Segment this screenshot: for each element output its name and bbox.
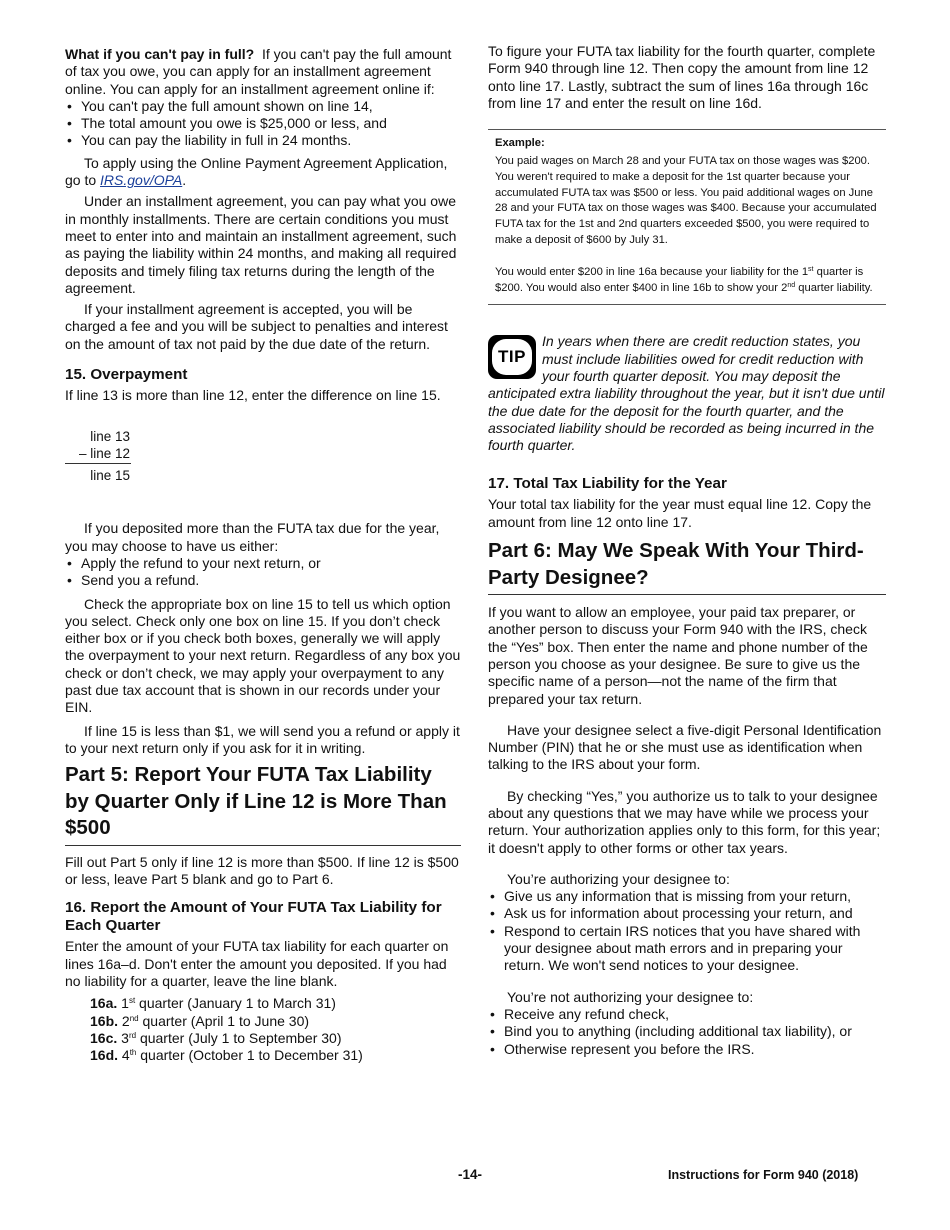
list-item: • Give us any information that is missing from your return, — [488, 888, 886, 905]
overpayment-intro: If line 13 is more than line 12, enter the difference on line 15. — [65, 387, 441, 404]
quarter-ordinal: th — [129, 1048, 137, 1058]
installment-terms-paragraph: Under an installment agreement, you can pay what you owe in monthly installments. There are certain conditions you must meet to enter into and maintain an installment agreement, such as paying the liability within 24 months, and making all required deposits and timely filing tax returns during the length of the agreement. — [65, 193, 457, 296]
quarter-16c — [90, 1030, 461, 1047]
example-box — [488, 129, 886, 305]
fourth-quarter-paragraph: To figure your FUTA tax liability for the fourth quarter, complete Form 940 through line 12. Then copy the amount from line 12 onto line 17. Lastly, subtract the sum of lines 16a through 16c from line 17 and enter the result on line 16d. — [488, 43, 876, 111]
list-item: • Bind you to anything (including additional tax liability), or — [488, 1023, 886, 1040]
tip-text: In years when there are credit reduction states, you must include liabilities owed for credit reduction with your fourth quarter deposit. You may deposit the anticipated extra liability throughout the year, but it isn't due until the due date for the deposit for the fourth quarter, and the associated liability should be recorded as being incurred in the fourth quarter. — [488, 333, 885, 454]
quarter-range: quarter (January 1 to March 31) — [135, 995, 336, 1012]
tip-icon-label: TIP — [492, 339, 532, 375]
quarter-ordinal: nd — [129, 1013, 139, 1023]
overpayment-box-paragraph: Check the appropriate box on line 15 to tell us which option you select. Check only one box on line 15. If you don’t check either box or if you check both boxes, generally we will apply the overpayment to your next return. Regardless of any box you check or don’t check, we may apply your overpayment to any past due tax account that is shown in our records under your EIN. — [65, 595, 461, 716]
part5-heading: Part 5: Report Your FUTA Tax Liability by Quarter Only if Line 12 is More Than $500 — [65, 762, 461, 846]
quarter-16d — [90, 1047, 461, 1064]
part5-text: Fill out Part 5 only if line 12 is more than $500. If line 12 is $500 or less, leave Part 5 blank and go to Part 6. — [65, 853, 459, 887]
line16-text: Enter the amount of your FUTA tax liability for each quarter on lines 16a–d. Don't enter the amount you deposited. If you had no liability for a quarter, leave the line blank. — [65, 938, 449, 989]
list-item: • Receive any refund check, — [488, 1006, 886, 1023]
installment-bullets — [65, 98, 461, 150]
list-item: • Apply the refund to your next return, or — [65, 555, 461, 572]
quarter-ordinal: rd — [128, 1031, 137, 1040]
quarter-range: quarter (October 1 to December 31) — [136, 1047, 363, 1064]
overpayment-heading: 15. Overpayment — [65, 366, 188, 384]
tip-box — [488, 333, 886, 454]
example-ordinal: st — [808, 265, 814, 273]
example-heading: Example: — [495, 137, 545, 150]
list-item: • Send you a refund. — [65, 572, 461, 589]
part6-paragraph-3: By checking “Yes,” you authorize us to talk to your designee about any questions that we may have while we process your return. Your authorization applies only to this form, for this year; it doesn't apply to other forms or other tax years. — [488, 787, 881, 856]
authorizing-bullets — [488, 888, 886, 974]
example-text: You would enter $200 in line 16a because your liability for the 1 — [495, 265, 809, 278]
left-column — [65, 46, 461, 1065]
tip-icon — [488, 335, 536, 379]
example-text: quarter is $200. You would also enter $400 in line 16b to show your 2 — [495, 265, 864, 294]
list-item: • Otherwise represent you before the IRS. — [488, 1041, 886, 1058]
installment-fee-paragraph: If your installment agreement is accepted, you will be charged a fee and you will be subject to penalties and interest on the amount of tax not paid by the due date of the return. — [65, 301, 448, 352]
overpayment-small-paragraph: If line 15 is less than $1, we will send you a refund or apply it to your next return only if you ask for it in writing. — [65, 722, 460, 756]
part6-paragraph-1: If you want to allow an employee, your paid tax preparer, or another person to discuss your Form 940 with the IRS, check the “Yes” box. Then enter the name and phone number of the person you choose as your designee. Be sure to give us the specific name of a person—not the name of the firm that prepared your tax return. — [488, 604, 868, 707]
installment-paragraph — [65, 46, 461, 98]
quarter-number: 4 — [121, 1047, 130, 1064]
part6-paragraph-2: Have your designee select a five-digit Personal Identification Number (PIN) that he or she must use as identification when talking to the IRS about your form. — [488, 721, 882, 773]
overpayment-bullets — [65, 555, 461, 590]
quarter-range: quarter (April 1 to June 30) — [138, 1012, 310, 1029]
right-column — [488, 43, 886, 1058]
line16-heading: 16. Report the Amount of Your FUTA Tax Liability for Each Quarter — [65, 899, 442, 935]
example-paragraph-2 — [495, 265, 879, 297]
opa-text: To apply using the Online Payment Agreement Application, go to — [65, 154, 448, 189]
irs-opa-link[interactable]: IRS.gov/OPA — [100, 172, 183, 189]
calc-line-15: line 15 — [90, 468, 130, 484]
quarter-16b — [90, 1013, 461, 1030]
line17-text: Your total tax liability for the year must equal line 12. Copy the amount from line 12 onto line 17. — [488, 496, 872, 530]
list-item: • Ask us for information about processing your return, and — [488, 905, 886, 922]
quarter-label: 16a. — [90, 995, 118, 1012]
quarter-label: 16c. — [90, 1030, 118, 1046]
example-text: quarter liability. — [795, 281, 873, 294]
quarter-label: 16d. — [90, 1047, 119, 1064]
overpayment-calculation — [65, 428, 131, 484]
part6-not-authorizing-lead: You’re not authorizing your designee to: — [507, 988, 754, 1005]
quarter-ordinal: st — [128, 996, 136, 1006]
line17-heading: 17. Total Tax Liability for the Year — [488, 475, 727, 493]
calc-line-12: – line 12 — [65, 445, 131, 464]
page-number: -14- — [458, 1167, 483, 1182]
not-authorizing-bullets — [488, 1006, 886, 1058]
overpayment-choice-paragraph: If you deposited more than the FUTA tax due for the year, you may choose to have us either: — [65, 520, 440, 554]
quarter-label: 16b. — [90, 1012, 119, 1029]
quarter-range: quarter (July 1 to September 30) — [136, 1030, 342, 1046]
installment-lead: What if you can't pay in full? — [65, 46, 255, 62]
list-item: • You can't pay the full amount shown on line 14, — [65, 98, 461, 115]
quarter-number: 2 — [121, 1012, 130, 1029]
calc-line-13: line 13 — [90, 429, 130, 445]
opa-period: . — [182, 172, 187, 189]
quarter-number: 3 — [121, 1030, 129, 1046]
installment-text: If you can't pay the full amount of tax you owe, you can apply for an installment agreement online. You can apply for an installment agreement online if: — [65, 46, 452, 97]
list-item: • You can pay the liability in full in 24 months. — [65, 132, 461, 149]
list-item: • The total amount you owe is $25,000 or less, and — [65, 115, 461, 132]
example-paragraph-1: You paid wages on March 28 and your FUTA tax on those wages was $200. You weren't required to make a deposit for the 1st quarter because your accumulated FUTA tax was $500 or less. You paid additional wages on June 28 and your FUTA tax on those wages was $400. Because your accumulated FUTA tax for the 1st and 2nd quarters exceeded $500, you were required to make a deposit of $600 by July 31. — [495, 154, 877, 246]
example-ordinal: nd — [787, 281, 796, 289]
opa-paragraph — [65, 155, 461, 190]
part6-heading: Part 6: May We Speak With Your Third-Party Designee? — [488, 538, 886, 595]
list-item: • Respond to certain IRS notices that you have shared with your designee about math errors and in preparing your return. We won't send notices to your designee. — [488, 923, 886, 975]
quarter-number: 1 — [121, 995, 129, 1012]
quarter-16a — [90, 995, 461, 1012]
part6-authorizing-lead: You’re authorizing your designee to: — [507, 870, 730, 887]
footer-title: Instructions for Form 940 (2018) — [668, 1168, 859, 1182]
quarters-list — [90, 995, 461, 1065]
